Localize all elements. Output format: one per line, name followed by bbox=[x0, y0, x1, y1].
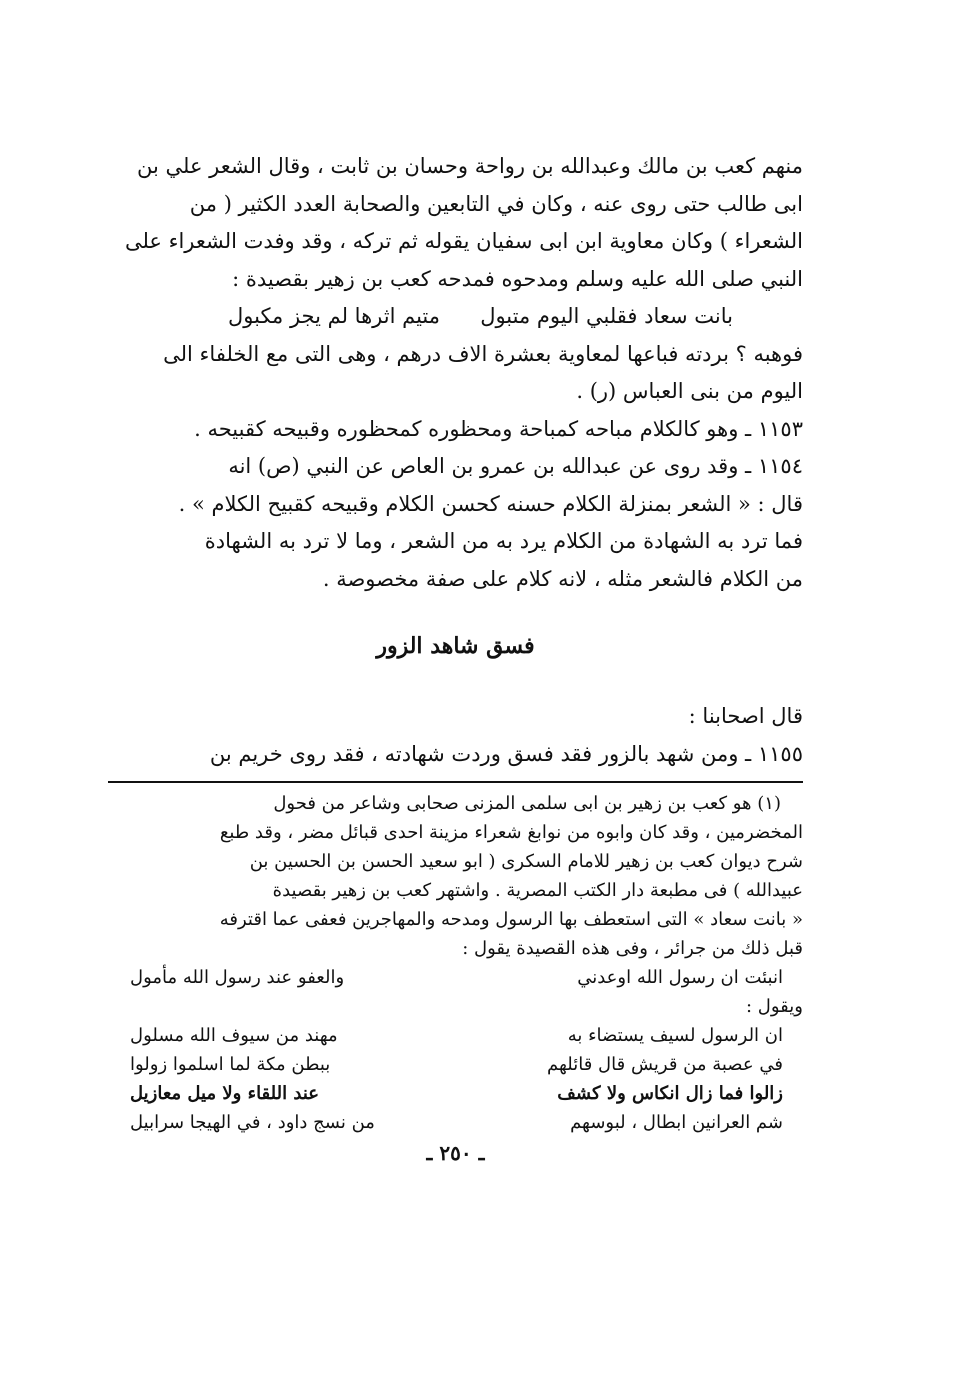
verse-hemistich-right: بانت سعاد فقلبي اليوم متبول bbox=[480, 304, 733, 328]
body-line: قال اصحابنا : bbox=[688, 704, 803, 728]
verse-hemistich-right: في عصبة من قريش قال قائلهم bbox=[547, 1054, 783, 1075]
paragraph-1154-line: قال : « الشعر بمنزلة الكلام حسنه كحسن الكلام وقبيحه كقبيح الكلام » . bbox=[178, 491, 803, 516]
footnote-line: عبيدالله ) فى مطبعة دار الكتب المصرية . واشتهر كعب بن زهير بقصيدة bbox=[272, 880, 803, 901]
body-line: من الكلام فالشعر مثله ، لانه كلام على صفة مخصوصة . bbox=[322, 566, 803, 591]
body-line: النبي صلى الله عليه وسلم ومدحوه فمدحه كعب بن زهير بقصيدة : bbox=[232, 266, 803, 291]
footnote-line: (١) هو كعب بن زهير بن ابى سلمى المزنى صحابى وشاعر من فحول bbox=[273, 793, 781, 814]
footnote bbox=[108, 789, 803, 1137]
footnote-verse bbox=[108, 1108, 803, 1137]
section-text bbox=[108, 698, 803, 773]
verse-hemistich-right: شم العرانين ابطال ، لبوسهم bbox=[570, 1112, 783, 1133]
body-line: منهم كعب بن مالك وعبدالله بن رواحة وحسان بن ثابت ، وقال الشعر علي بن bbox=[136, 154, 803, 178]
poem-verse bbox=[108, 298, 803, 336]
section-title: فسق شاهد الزور bbox=[376, 633, 535, 659]
paragraph-1155: ١١٥٥ ـ ومن شهد بالزور فقد فسق وردت شهادته ، فقد روى خريم بن bbox=[209, 741, 803, 766]
page-content bbox=[108, 148, 803, 1165]
verse-hemistich-right: انبئت ان رسول الله اوعدني bbox=[577, 967, 783, 988]
footnote-verse bbox=[108, 1021, 803, 1050]
paragraph-1153: ١١٥٣ ـ وهو كالكلام مباحه كمباحة ومحظوره كمحظوره وقبيحه كقبيحه . bbox=[194, 416, 803, 441]
body-line: اليوم من بنى العباس (ر) . bbox=[576, 379, 803, 403]
body-line: الشعراء ) وكان معاوية ابن ابى سفيان يقوله ثم تركه ، وقد وفدت الشعراء على bbox=[124, 229, 803, 253]
footnote-divider bbox=[108, 781, 803, 783]
paragraph-1154-line: ١١٥٤ ـ وقد روى عن عبدالله بن عمرو بن العاص عن النبي (ص) انه bbox=[228, 454, 803, 478]
footnote-line: المخضرمين ، وقد كان وابوه من نوابغ شعراء مزينة احدى قبائل مضر ، وقد طبع bbox=[219, 822, 803, 843]
verse-hemistich-left: والعفو عند رسول الله مأمول bbox=[130, 967, 345, 988]
footnote-verse bbox=[108, 963, 803, 992]
footnote-line: قبل ذلك من جرائر ، وفى هذه القصيدة يقول : bbox=[462, 938, 803, 959]
verse-hemistich-left: عند اللقاء ولا ميل معازيل bbox=[130, 1083, 319, 1104]
footnote-line: شرح ديوان كعب بن زهير للامام السكرى ( ابو سعيد الحسن بن الحسين بن bbox=[249, 851, 803, 872]
footnote-line: « بانت سعاد » التى استعطف بها الرسول ومدحه والمهاجرين فعفى عما اقترفه bbox=[219, 909, 803, 930]
verse-hemistich-right: ان الرسول لسيف يستضاء به bbox=[567, 1025, 783, 1046]
page-number: ـ ٢٥٠ ـ bbox=[426, 1141, 485, 1165]
footnote-verse bbox=[108, 1050, 803, 1079]
footnote-line: ويقول : bbox=[746, 996, 803, 1017]
verse-hemistich-left: ببطن مكة لما اسلموا زولوا bbox=[130, 1054, 331, 1075]
verse-hemistich-left: متيم اثرها لم يجز مكبول bbox=[228, 304, 440, 328]
body-line: فوهبه ؟ بردته فباعها لمعاوية بعشرة الاف درهم ، وهى التى مع الخلفاء الى bbox=[163, 341, 803, 366]
verse-hemistich-left: مهند من سيوف الله مسلول bbox=[130, 1025, 338, 1046]
body-text bbox=[108, 148, 803, 598]
verse-hemistich-left: من نسج داود ، في الهيجا سرابيل bbox=[130, 1112, 375, 1133]
footnote-verse bbox=[108, 1079, 803, 1108]
body-line: ابى طالب حتى روى عنه ، وكان في التابعين والصحابة العدد الكثير ( من bbox=[189, 191, 803, 216]
body-line: فما ترد به الشهادة من الكلام يرد به من الشعر ، وما لا ترد به الشهادة bbox=[204, 529, 803, 553]
verse-hemistich-right: زالوا فما زال انكاس ولا كشف bbox=[557, 1083, 783, 1104]
